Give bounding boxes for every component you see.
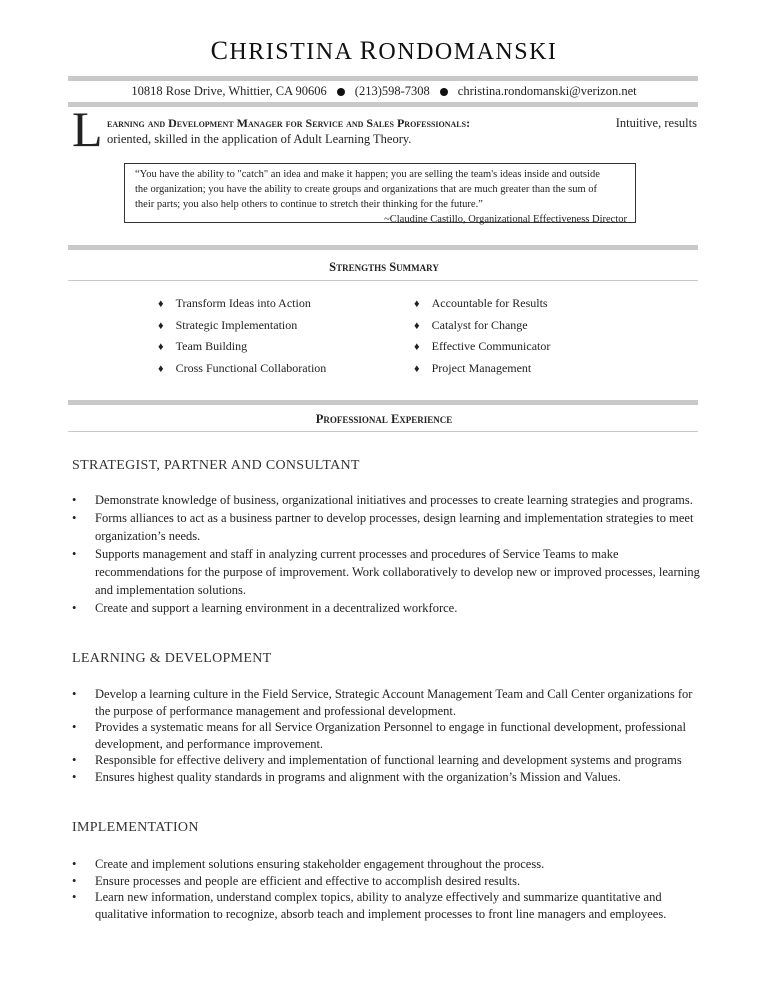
diamond-bullet-icon: ♦ bbox=[414, 341, 420, 353]
strength-item: ♦ Strategic Implementation bbox=[158, 317, 298, 332]
strengths-rule-bottom bbox=[68, 280, 698, 281]
diamond-bullet-icon: ♦ bbox=[414, 319, 420, 332]
strength-item: ♦ Team Building bbox=[158, 339, 248, 353]
list-item: • Forms alliances to act as a business partner to develop processes, design learning and implementation strategies to meet organization’s needs. bbox=[72, 511, 694, 543]
intro-line-2: oriented, skilled in the application of Adult Learning Theory. bbox=[107, 132, 412, 146]
list-item: • Supports management and staff in analyzing current processes and procedures of Service Teams to make recommendations for the purpose of improvement. Work collaboratively to develop new or improved processes, learning and implementation solutions. bbox=[72, 547, 700, 597]
list-item: • Demonstrate knowledge of business, organizational initiatives and processes to create learning strategies and programs. bbox=[72, 493, 693, 507]
list-item: • Ensure processes and people are efficient and effective to accomplish desired results. bbox=[72, 873, 521, 888]
section-title-strategist: STRATEGIST, PARTNER AND CONSULTANT bbox=[72, 458, 360, 473]
strength-item: ♦ Catalyst for Change bbox=[414, 317, 528, 332]
bullet-icon: • bbox=[72, 753, 77, 767]
quote-line: the organization; you have the ability to create groups and organizations that are much greater than the sum of bbox=[135, 184, 598, 195]
learning-bullets bbox=[72, 686, 700, 785]
bullet-icon: • bbox=[72, 769, 77, 784]
list-item: • Create and support a learning environment in a decentralized workforce. bbox=[72, 601, 458, 615]
bullet-icon: • bbox=[72, 493, 77, 507]
bullet-icon: • bbox=[72, 720, 77, 734]
diamond-bullet-icon: ♦ bbox=[158, 341, 164, 353]
diamond-bullet-icon: ♦ bbox=[414, 362, 420, 375]
diamond-bullet-icon: ♦ bbox=[414, 298, 420, 310]
strengths-left-column bbox=[158, 296, 326, 382]
strengths-rule-top bbox=[68, 245, 698, 250]
quote-line: “You have the ability to "catch" an idea and make it happen; you are selling the team's ideas inside and outside bbox=[135, 169, 600, 180]
bullet-icon: • bbox=[72, 547, 77, 561]
contact-line bbox=[0, 84, 768, 99]
list-item: • Create and implement solutions ensuring stakeholder engagement throughout the process. bbox=[72, 857, 545, 871]
bullet-icon: • bbox=[72, 687, 77, 701]
header-rule-bottom bbox=[68, 102, 698, 107]
experience-rule-bottom bbox=[68, 431, 698, 432]
list-item: • Provides a systematic means for all Service Organization Personnel to engage in functional development, professional development, and performance improvement. bbox=[72, 720, 686, 751]
header-rule-top bbox=[68, 76, 698, 81]
separator-dot-icon bbox=[337, 88, 345, 96]
bullet-icon: • bbox=[72, 890, 77, 904]
bullet-icon: • bbox=[72, 873, 77, 888]
professional-title: earning and Development Manager for Service and Sales Professionals: bbox=[107, 116, 471, 130]
strength-item: ♦ Effective Communicator bbox=[414, 339, 551, 353]
strategist-bullets bbox=[72, 491, 700, 617]
address: 10818 Rose Drive, Whittier, CA 90606 bbox=[131, 84, 327, 98]
strength-item: ♦ Project Management bbox=[414, 360, 532, 375]
section-title-learning: LEARNING & DEVELOPMENT bbox=[72, 651, 272, 666]
experience-rule-top bbox=[68, 400, 698, 405]
email: christina.rondomanski@verizon.net bbox=[457, 84, 637, 98]
separator-dot-icon bbox=[440, 88, 448, 96]
experience-heading: Professional Experience bbox=[315, 412, 453, 426]
strengths-heading: Strengths Summary bbox=[329, 260, 439, 274]
diamond-bullet-icon: ♦ bbox=[158, 362, 164, 375]
resume-name: CHRISTINA RONDOMANSKI bbox=[210, 36, 558, 65]
strength-item: ♦ Cross Functional Collaboration bbox=[158, 360, 327, 375]
intro-descriptor-1: Intuitive, results bbox=[615, 116, 697, 130]
phone: (213)598-7308 bbox=[354, 84, 430, 98]
section-title-implementation: IMPLEMENTATION bbox=[72, 820, 199, 835]
intro-dropcap: L bbox=[72, 101, 103, 157]
quote-attribution: ~Claudine Castillo, Organizational Effectiveness Director bbox=[384, 214, 627, 225]
intro-line-1 bbox=[107, 116, 697, 131]
diamond-bullet-icon: ♦ bbox=[158, 319, 164, 332]
testimonial-quote bbox=[124, 163, 636, 223]
list-item: • Learn new information, understand complex topics, ability to analyze effectively and summarize quantitative and qualitative information to recognize, absorb teach and implement processes to front line managers and employees. bbox=[72, 890, 667, 921]
strength-item: ♦ Transform Ideas into Action bbox=[158, 296, 311, 310]
implementation-bullets bbox=[72, 856, 700, 922]
diamond-bullet-icon: ♦ bbox=[158, 298, 164, 310]
strength-item: ♦ Accountable for Results bbox=[414, 296, 548, 310]
strengths-right-column bbox=[414, 296, 550, 382]
bullet-icon: • bbox=[72, 511, 77, 525]
list-item: • Develop a learning culture in the Field Service, Strategic Account Management Team and Call Center organizations for the purpose of performance management and professional development. bbox=[72, 687, 693, 718]
bullet-icon: • bbox=[72, 601, 77, 615]
list-item: • Responsible for effective delivery and implementation of functional learning and development systems and programs bbox=[72, 753, 682, 767]
list-item: • Ensures highest quality standards in programs and alignment with the organization’s Mission and Values. bbox=[72, 769, 621, 784]
quote-line: their parts; you also help others to continue to stretch their thinking for the future.” bbox=[135, 199, 483, 210]
bullet-icon: • bbox=[72, 857, 77, 871]
